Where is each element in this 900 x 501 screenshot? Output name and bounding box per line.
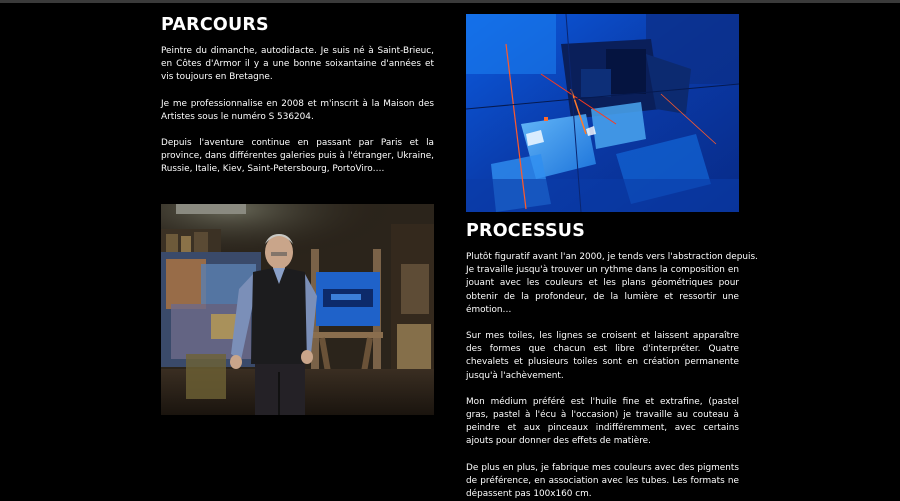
parcours-paragraph-3: Depuis l'aventure continue en passant par Paris et la province, dans différentes galeries puis à l'étranger, Ukraine, Russie, Italie, Kiev, Saint-Petersbourg, PortoViro….	[161, 138, 434, 175]
artist-studio-photo	[161, 204, 434, 415]
parcours-section	[161, 14, 434, 177]
parcours-paragraph-2: Je me professionnalise en 2008 et m'inscrit à la Maison des Artistes sous le numéro S 536204.	[161, 98, 434, 122]
abstract-painting-image	[466, 14, 739, 212]
processus-paragraph-4: De plus en plus, je fabrique mes couleurs avec des pigments de préférence, en association avec les tubes. Les formats ne dépassent pas 100x160 cm.	[466, 462, 739, 500]
processus-line-1: Plutôt figuratif avant l'an 2000, je tends vers l'abstraction depuis.	[466, 252, 758, 262]
processus-paragraph-2: Sur mes toiles, les lignes se croisent et laissent apparaître des formes que chacun est libre d'interpréter. Quatre chevalets et plusieurs toiles sont en création permanente jusqu'à l'achèvement.	[466, 331, 739, 381]
top-border	[0, 0, 900, 3]
parcours-heading: PARCOURS	[161, 15, 269, 35]
parcours-paragraph-1: Peintre du dimanche, autodidacte. Je suis né à Saint-Brieuc, en Côtes d'Armor il y a une bonne soixantaine d'années et vis toujours en Bretagne.	[161, 46, 434, 83]
processus-heading: PROCESSUS	[466, 221, 586, 241]
processus-section	[466, 251, 758, 501]
processus-paragraph-1: Je travaille jusqu'à trouver un rythme dans la composition en jouant avec les couleurs et les plans géométriques pour obtenir de la profondeur, de la lumière et ressortir une émotion…	[466, 265, 739, 315]
processus-paragraph-3: Mon médium préféré est l'huile fine et extrafine, (pastel gras, pastel à l'écu à l'occasion) je travaille au couteau à peindre et aux pinceaux indifféremment, avec certains ajouts pour donner des effets de matière.	[466, 396, 739, 447]
